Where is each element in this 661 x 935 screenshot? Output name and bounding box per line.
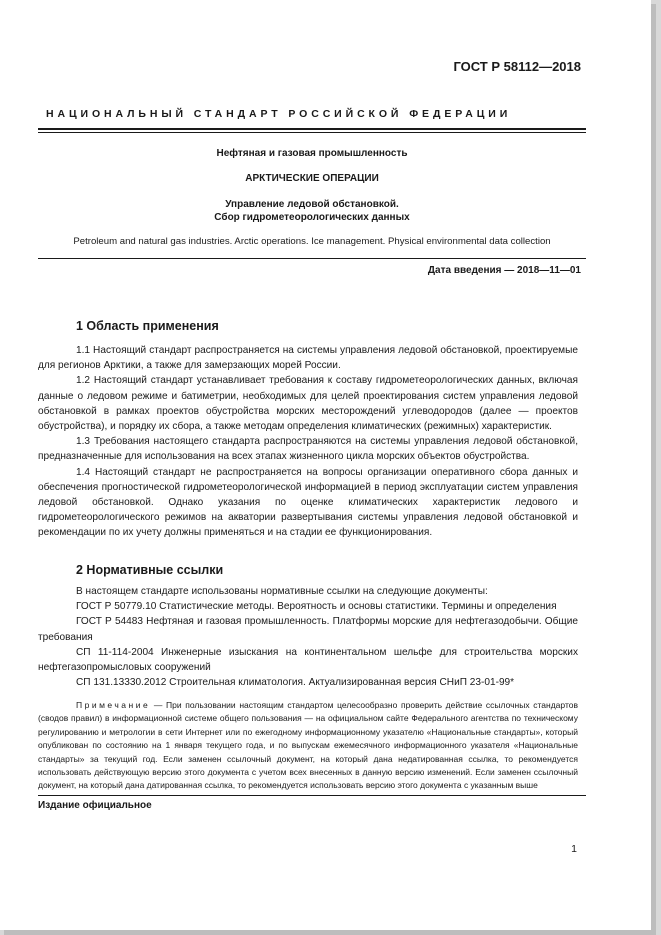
document-number: ГОСТ Р 58112—2018 bbox=[453, 59, 581, 74]
title-divider-thick bbox=[38, 128, 586, 130]
edition-label: Издание официальное bbox=[38, 800, 152, 811]
paragraph-1-4: 1.4 Настоящий стандарт не распространяется на вопросы организации оперативного сбора данных и обеспечения прогностической гидрометеорологической информацией в период эксплуатации систем управления ледовой обстановкой. Однако указания по оценке климатических характеристик ледового и гидрометеорологического режимов на акватории развертывания системы управления ледовой обстановкой и рекомендации по их учету должны применяться и на стадии ее функционирования. bbox=[38, 466, 578, 539]
page-shadow-right bbox=[651, 4, 656, 934]
reference-gost-54483: ГОСТ Р 54483 Нефтяная и газовая промышленность. Платформы морские для нефтегазодобычи. Общие требования bbox=[38, 616, 578, 643]
paragraph-1-1: 1.1 Настоящий стандарт распространяется на системы управления ледовой обстановкой, проектируемые для регионов Арктики, а также для замерзающих морей России. bbox=[38, 345, 578, 372]
section-1-heading: 1 Область применения bbox=[76, 319, 219, 333]
section-2-heading: 2 Нормативные ссылки bbox=[76, 563, 224, 577]
english-title: Petroleum and natural gas industries. Arctic operations. Ice management. Physical environmental data collection bbox=[73, 236, 551, 247]
paragraph-1-2: 1.2 Настоящий стандарт устанавливает требования к составу гидрометеорологических данных, включая данные о ледовом режиме и батиметрии, необходимых для целей проектирования систем управления ледовой обстановкой в рамках проектов обустройства морских месторождений углеводородов (далее — проектов обустройства), и порядку их сбора, а также методам определения климатических (режимных) характеристик. bbox=[38, 375, 578, 433]
reference-gost-50779: ГОСТ Р 50779.10 Статистические методы. Вероятность и основы статистики. Термины и определения bbox=[76, 601, 557, 613]
section-1-body bbox=[38, 343, 578, 541]
section-2-body bbox=[38, 584, 578, 690]
introduction-date: Дата введения — 2018—11—01 bbox=[427, 265, 581, 276]
main-title: АРКТИЧЕСКИЕ ОПЕРАЦИИ bbox=[245, 173, 379, 184]
page-number: 1 bbox=[571, 843, 577, 855]
industry-line: Нефтяная и газовая промышленность bbox=[216, 148, 408, 159]
reference-sp-11-114: СП 11-114-2004 Инженерные изыскания на континентальном шельфе для строительства морских нефтегазопромысловых сооружений bbox=[38, 646, 578, 674]
subtitle-line-2: Сбор гидрометеорологических данных bbox=[214, 212, 410, 223]
english-title-divider bbox=[38, 258, 586, 259]
note-text: — При пользовании настоящим стандартом целесообразно проверить действие ссылочных стандартов (сводов правил) в информационной системе общего пользования — на официальном сайте Федерального агентства по техническому регулированию и метрологии в сети Интернет или по ежегодному информационному указателю «Национальные стандарты», который опубликован по состоянию на 1 января текущего года, и по выпускам ежемесячного информационного указателя «Национальные стандарты» за текущий год. Если заменен ссылочный документ, на который дана недатированная ссылка, то рекомендуется использовать действующую версию этого документа с учетом всех внесенных в данную версию изменений. Если заменен ссылочный документ, на который дана датированная ссылка, то рекомендуется использовать версию этого документа с указанным выше bbox=[38, 700, 578, 791]
references-note bbox=[38, 699, 578, 793]
subtitle-line-1: Управление ледовой обстановкой. bbox=[225, 199, 399, 210]
reference-sp-131: СП 131.13330.2012 Строительная климатология. Актуализированная версия СНиП 23-01-99* bbox=[76, 677, 515, 689]
title-divider-thin bbox=[38, 132, 586, 133]
page-shadow-bottom bbox=[4, 930, 656, 935]
footer-divider bbox=[38, 795, 586, 796]
references-intro: В настоящем стандарте использованы нормативные ссылки на следующие документы: bbox=[76, 586, 488, 597]
note-label: Примечание bbox=[76, 700, 151, 710]
standard-title: НАЦИОНАЛЬНЫЙ СТАНДАРТ РОССИЙСКОЙ ФЕДЕРАЦИИ bbox=[46, 108, 512, 120]
paragraph-1-3: 1.3 Требования настоящего стандарта распространяются на системы управления ледовой обстановкой, предназначенные для использования на всех этапах жизненного цикла морских объектов обустройства. bbox=[38, 436, 578, 463]
